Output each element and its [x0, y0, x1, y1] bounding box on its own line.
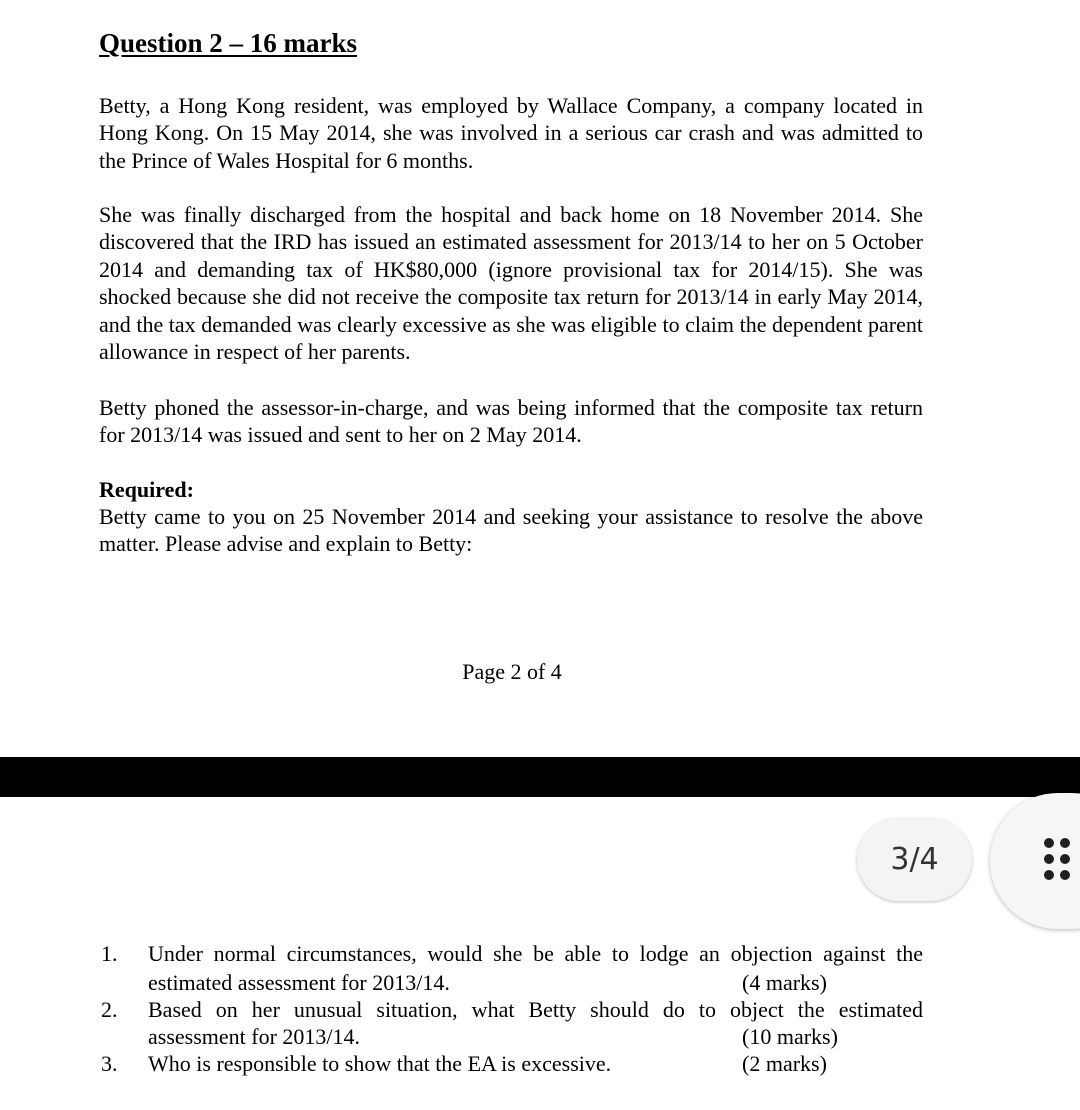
question-text-line: Under normal circumstances, would she be able to lodge an objection against the	[148, 941, 923, 966]
list-item	[0, 1050, 1080, 1077]
paragraph-1: Betty, a Hong Kong resident, was employed by Wallace Company, a company located in Hong Kong. On 15 May 2014, she was involved in a serious car crash and was admitted to the Prince of Wales Hospital for 6 months.	[99, 93, 923, 173]
question-number: 1.	[101, 941, 118, 966]
list-item	[0, 996, 1080, 1023]
question-number: 3.	[101, 1051, 118, 1076]
list-item-continuation	[0, 1023, 1080, 1050]
question-text-line: assessment for 2013/14.	[148, 1024, 361, 1049]
list-item-continuation	[0, 969, 1080, 996]
required-label: Required:	[99, 477, 194, 502]
question-text-line: Based on her unusual situation, what Betty should do to object the estimated	[148, 997, 923, 1022]
question-marks: (4 marks)	[742, 970, 827, 995]
question-heading: Question 2 – 16 marks	[99, 28, 358, 58]
paragraph-3: Betty phoned the assessor-in-charge, and was being informed that the composite tax return for 2013/14 was issued and sent to her on 2 May 2014.	[99, 395, 923, 448]
list-item	[0, 940, 1080, 967]
question-number: 2.	[101, 997, 118, 1022]
page-separator	[0, 757, 1080, 797]
question-marks: (2 marks)	[742, 1051, 827, 1076]
required-text: Betty came to you on 25 November 2014 and seeking your assistance to resolve the above matter. Please advise and explain to Betty:	[99, 504, 923, 557]
page-indicator[interactable]: 3/4	[857, 818, 972, 901]
question-text-line: estimated assessment for 2013/14.	[148, 970, 450, 995]
more-vertical-dots-icon[interactable]	[1044, 838, 1074, 882]
question-marks: (10 marks)	[742, 1024, 838, 1049]
page-footer: Page 2 of 4	[462, 659, 562, 684]
question-text-line: Who is responsible to show that the EA is excessive.	[148, 1051, 612, 1076]
paragraph-2: She was finally discharged from the hospital and back home on 18 November 2014. She discovered that the IRD has issued an estimated assessment for 2013/14 to her on 5 October 2014 and demanding tax of HK$80,000 (ignore provisional tax for 2014/15). She was shocked because she did not receive the composite tax return for 2013/14 in early May 2014, and the tax demanded was clearly excessive as she was eligible to claim the dependent parent allowance in respect of her parents.	[99, 202, 923, 365]
